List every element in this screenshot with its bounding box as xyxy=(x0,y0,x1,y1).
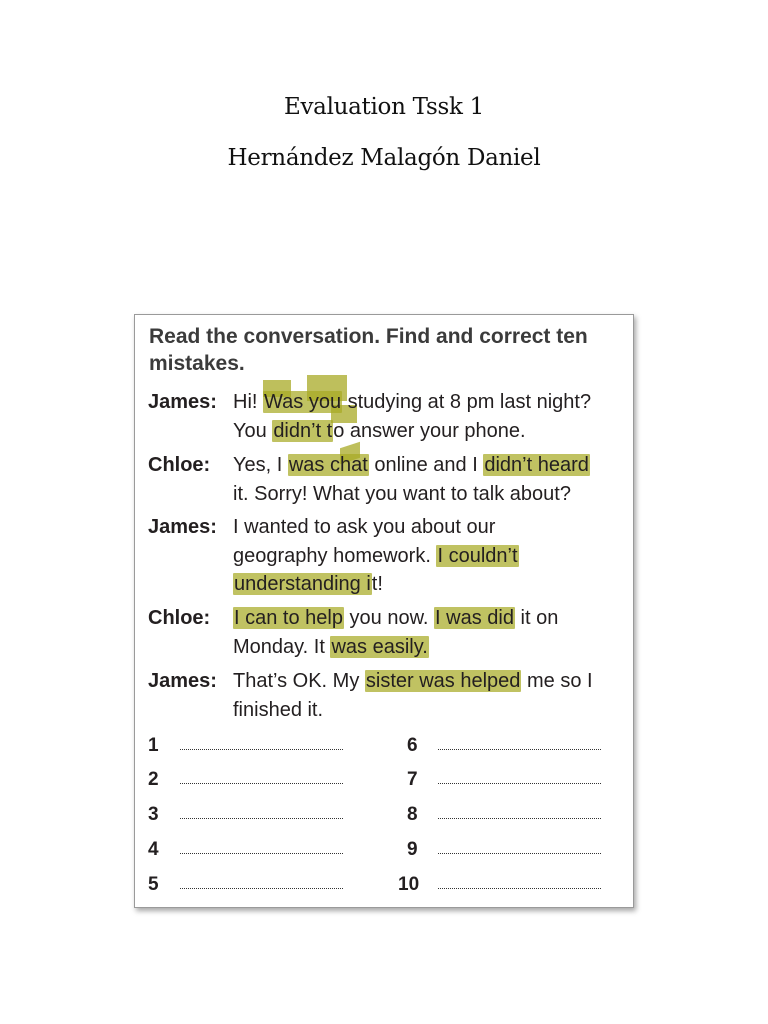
answer-number: 10 xyxy=(398,874,420,895)
answer-blank xyxy=(180,888,343,889)
author-name: Hernández Malagón Daniel xyxy=(227,145,541,171)
page-title: Evaluation Tssk 1 xyxy=(283,94,484,120)
answer-number: 4 xyxy=(148,839,159,860)
answer-blank xyxy=(438,853,601,854)
dialogue-line: I wanted to ask you about our xyxy=(233,516,496,538)
answer-blank xyxy=(180,818,343,819)
answer-blank xyxy=(180,853,343,854)
dialogue-line: I can to help you now. I was did it on xyxy=(234,607,559,629)
answer-number: 3 xyxy=(148,804,159,825)
highlighted-mistake: didn’t heard xyxy=(484,454,589,476)
answer-number: 6 xyxy=(407,735,418,756)
speaker-label: Chloe: xyxy=(148,607,211,629)
answer-number: 7 xyxy=(407,769,418,790)
answer-blank xyxy=(438,888,601,889)
highlighted-mistake: was chat xyxy=(288,454,368,476)
highlighted-mistake: understanding i xyxy=(234,573,371,595)
exercise-card xyxy=(134,314,634,908)
highlighted-mistake: I can to help xyxy=(234,607,343,629)
answer-blank xyxy=(438,818,601,819)
speaker-label: James: xyxy=(148,391,217,413)
answer-number: 5 xyxy=(148,874,159,895)
highlighted-mistake: didn’t t xyxy=(273,420,333,442)
highlighted-mistake: I was did xyxy=(435,607,514,629)
answer-blank xyxy=(438,749,601,750)
highlighted-mistake: Was you xyxy=(264,391,342,413)
answer-blank xyxy=(180,749,343,750)
dialogue-line: it. Sorry! What you want to talk about? xyxy=(233,483,571,505)
dialogue-line: finished it. xyxy=(233,699,324,721)
speaker-label: Chloe: xyxy=(148,454,211,476)
dialogue-line: geography homework. I couldn’t xyxy=(233,545,518,567)
answer-number: 1 xyxy=(148,735,159,756)
exercise-instruction: Read the conversation. Find and correct ten mistakes. xyxy=(149,325,588,375)
answer-number: 9 xyxy=(407,839,418,860)
answer-number: 8 xyxy=(407,804,418,825)
speaker-label: James: xyxy=(148,516,217,538)
dialogue-line: Monday. It was easily. xyxy=(233,636,428,658)
answer-blank xyxy=(180,783,343,784)
dialogue-line: You didn’t to answer your phone. xyxy=(233,420,526,442)
highlighted-mistake: sister was helped xyxy=(365,670,521,692)
dialogue-line: Yes, I was chat online and I didn’t heard xyxy=(233,454,589,476)
dialogue-line: Hi! Was you studying at 8 pm last night? xyxy=(233,391,592,413)
highlighted-mistake: I couldn’t xyxy=(437,545,518,567)
dialogue-line: understanding it! xyxy=(234,573,383,595)
speaker-label: James: xyxy=(148,670,217,692)
answer-number: 2 xyxy=(148,769,159,790)
dialogue-line: That’s OK. My sister was helped me so I xyxy=(233,670,593,692)
highlighted-mistake: was easily. xyxy=(331,636,428,658)
answer-blank xyxy=(438,783,601,784)
